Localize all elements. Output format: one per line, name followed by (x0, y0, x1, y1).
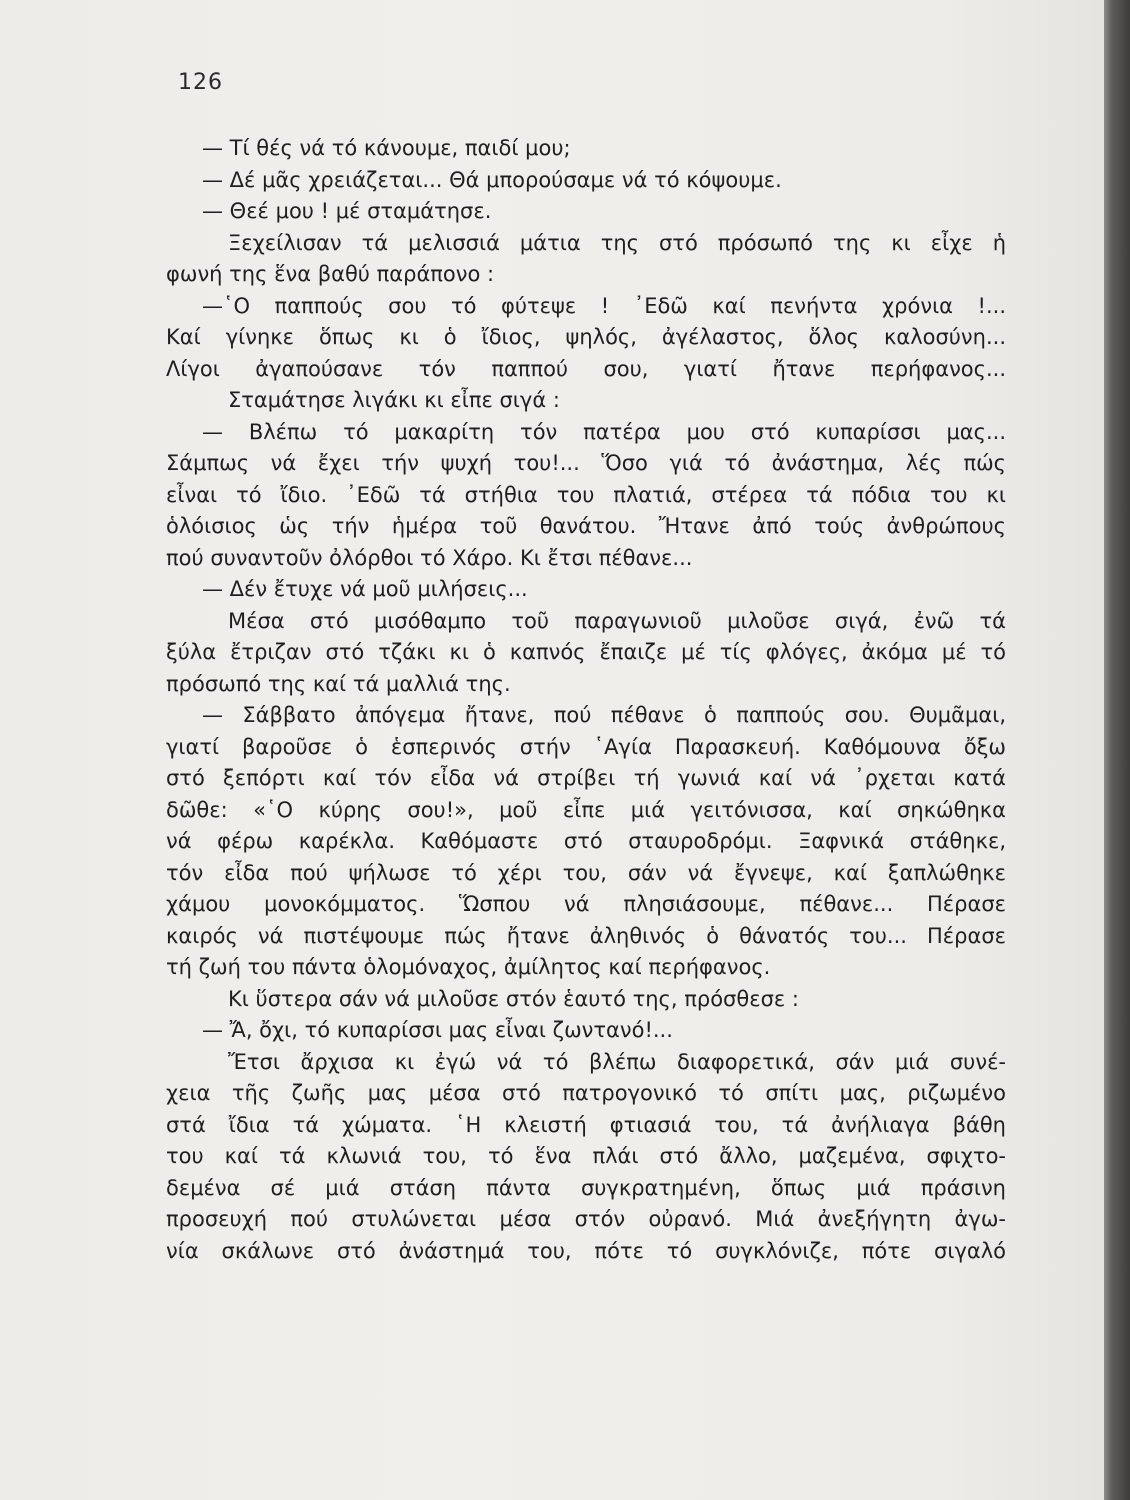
text-line: δεμένα σέ μιά στάση πάντα συγκρατημένη, ὅπως μιά πράσινη (166, 1175, 1006, 1200)
text-line: — Τί θές νά τό κάνουμε, παιδί μου; (202, 136, 571, 160)
text-line: — Δέ μᾶς χρειάζεται... Θά μπορούσαμε νά τό κόψουμε. (202, 167, 782, 192)
text-line: — Ἄ, ὄχι, τό κυπαρίσσι μας εἶναι ζωντανό!... (202, 1018, 673, 1042)
text-line: νία σκάλωνε στό ἀνάστημά του, πότε τό συγκλόνιζε, πότε σιγαλό (166, 1238, 1006, 1263)
text-line: Ξεχείλισαν τά μελισσιά μάτια της στό πρόσωπό της κι εἶχε ἡ (228, 230, 1006, 255)
text-line: Κι ὕστερα σάν νά μιλοῦσε στόν ἑαυτό της, πρόσθεσε : (228, 986, 799, 1011)
page-binding-edge (1104, 0, 1130, 1500)
text-line: φωνή της ἕνα βαθύ παράπονο : (166, 262, 495, 286)
text-line: τόν εἶδα πού ψήλωσε τό χέρι του, σάν νά ἔγνεψε, καί ξαπλώθηκε (166, 860, 1006, 885)
text-line: χάμου μονοκόμματος. Ὥσπου νά πλησιάσουμε, πέθανε... Πέρασε (166, 892, 1006, 916)
text-line: στό ξεπόρτι καί τόν εἶδα νά στρίβει τή γωνιά καί νά ᾿ρχεται κατά (166, 766, 1006, 790)
text-line: Μέσα στό μισόθαμπο τοῦ παραγωνιοῦ μιλοῦσε σιγά, ἐνῶ τά (228, 608, 1006, 633)
text-line: ὁλόισιος ὡς τήν ἡμέρα τοῦ θανάτου. Ἤτανε ἀπό τούς ἀνθρώπους (166, 514, 1006, 538)
text-line: του καί τά κλωνιά του, τό ἕνα πλάι στό ἄλλο, μαζεμένα, σφιχτο- (166, 1144, 1006, 1168)
text-line: Σταμάτησε λιγάκι κι εἶπε σιγά : (228, 388, 560, 412)
text-line: — Θεέ μου ! μέ σταμάτησε. (202, 199, 492, 223)
text-line: — Βλέπω τό μακαρίτη τόν πατέρα μου στό κυπαρίσσι μας... (202, 419, 1006, 444)
text-line: νά φέρω καρέκλα. Καθόμαστε στό σταυροδρόμι. Ξαφνικά στάθηκε, (166, 829, 1006, 853)
text-line: Ἔτσι ἄρχισα κι ἐγώ νά τό βλέπω διαφορετικά, σάν μιά συνέ- (228, 1049, 1006, 1074)
page-number: 126 (178, 70, 223, 95)
text-line: Λίγοι ἀγαπούσανε τόν παππού σου, γιατί ἤτανε περήφανος... (166, 356, 1006, 381)
text-line: Σάμπως νά ἔχει τήν ψυχή του!... Ὅσο γιά τό ἀνάστημα, λές πώς (166, 451, 1006, 475)
text-line: προσευχή πού στυλώνεται μέσα στόν οὐρανό. Μιά ἀνεξήγητη ἀγω- (166, 1207, 1006, 1231)
text-line: πρόσωπό της καί τά μαλλιά της. (166, 671, 511, 696)
text-line: γιατί βαροῦσε ὁ ἑσπερινός στήν ῾Αγία Παρασκευή. Καθόμουνα ὄξω (166, 734, 1006, 759)
text-line: εἶναι τό ἴδιο. ᾿Εδῶ τά στήθια του πλατιά, στέρεα τά πόδια του κι (166, 482, 1006, 507)
text-line: ξύλα ἔτριζαν στό τζάκι κι ὁ καπνός ἔπαιζε μέ τίς φλόγες, ἀκόμα μέ τό (166, 640, 1006, 664)
text-line: —῾Ο παππούς σου τό φύτεψε ! ᾿Εδῶ καί πενήντα χρόνια !... (202, 293, 1006, 318)
text-line: — Δέν ἔτυχε νά μοῦ μιλήσεις... (202, 577, 528, 601)
text-line: τή ζωή του πάντα ὁλομόναχος, ἀμίλητος καί περήφανος. (166, 955, 771, 979)
text-line: στά ἴδια τά χώματα. ῾Η κλειστή φτιασιά του, τά ἀνήλιαγα βάθη (166, 1112, 1006, 1137)
text-line: καιρός νά πιστέψουμε πώς ἤτανε ἀληθινός ὁ θάνατός του... Πέρασε (166, 923, 1006, 948)
body-text (166, 133, 1006, 1267)
text-line: χεια τῆς ζωῆς μας μέσα στό πατρογονικό τό σπίτι μας, ριζωμένο (166, 1081, 1006, 1105)
text-line: πού συναντοῦν ὀλόρθοι τό Χάρο. Κι ἔτσι πέθανε... (166, 545, 693, 570)
text-line: — Σάββατο ἀπόγεμα ἤτανε, πού πέθανε ὁ παππούς σου. Θυμᾶμαι, (202, 703, 1006, 727)
text-line: Καί γίνηκε ὅπως κι ὁ ἴδιος, ψηλός, ἀγέλαστος, ὅλος καλοσύνη... (166, 325, 1006, 349)
text-line: δῶθε: «῾Ο κύρης σου!», μοῦ εἶπε μιά γειτόνισσα, καί σηκώθηκα (166, 797, 1006, 822)
